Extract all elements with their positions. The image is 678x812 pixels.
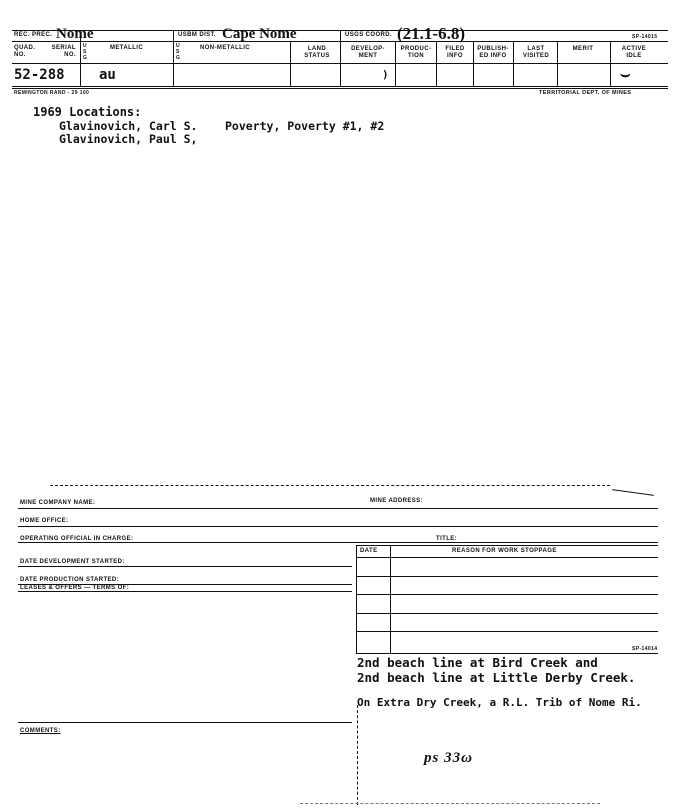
- metallic-value: au: [99, 67, 116, 83]
- operating-official-label: OPERATING OFFICIAL IN CHARGE:: [20, 536, 134, 542]
- rec-prec-value: Nome: [56, 26, 94, 42]
- owner-claims-1: Poverty, Poverty #1, #2: [225, 119, 385, 133]
- usbm-dist-label: USBM DIST.: [178, 32, 217, 38]
- location-note: On Extra Dry Creek, a R.L. Trib of Nome Ri.: [357, 696, 642, 709]
- col-metallic: METALLIC: [110, 45, 144, 51]
- dept-mark: TERRITORIAL DEPT. OF MINES: [539, 90, 632, 96]
- rec-prec-label: REC. PREC.: [14, 32, 53, 38]
- col-last-visited: LAST VISITED: [522, 46, 550, 59]
- col-land-status: LAND STATUS: [304, 46, 330, 59]
- col-serial-no: SERIAL NO.: [51, 45, 76, 58]
- active-mark: ⌣: [620, 66, 631, 83]
- col-production: PRODUC-TION: [400, 46, 432, 59]
- form-number: SP-14015: [632, 34, 658, 40]
- col-non-metallic: NON-METALLIC: [200, 45, 251, 51]
- col-usg: U S G: [83, 43, 88, 61]
- form-number-2: SP-14014: [632, 646, 658, 652]
- mine-company-name-label: MINE COMPANY NAME:: [20, 500, 96, 506]
- leases-label: LEASES & OFFERS — TERMS OF:: [20, 585, 130, 591]
- usbm-dist-value: Cape Nome: [222, 26, 297, 42]
- usgs-coord-value: (21.1-6.8): [397, 24, 465, 43]
- comments-label: COMMENTS:: [20, 728, 61, 734]
- col-non-usg: U S G: [176, 43, 181, 61]
- date-development-label: DATE DEVELOPMENT STARTED:: [20, 559, 125, 565]
- usgs-coord-label: USGS COORD.: [345, 32, 393, 38]
- printer-mark: REMINGTON RAND - 29 100: [14, 90, 90, 96]
- quad-serial-value: 52-288: [14, 67, 65, 83]
- col-merit: MERIT: [572, 46, 594, 52]
- home-office-label: HOME OFFICE:: [20, 518, 69, 524]
- locations-title: 1969 Locations:: [33, 105, 142, 119]
- date-col-label: DATE: [360, 548, 378, 554]
- owner-name-2: Glavinovich, Paul S,: [59, 132, 198, 146]
- handwritten-code: ps 33ω: [424, 750, 473, 766]
- col-filed-info: FILED INFO: [445, 46, 465, 59]
- col-active-idle: ACTIVE IDLE: [621, 46, 647, 59]
- typed-note-2: 2nd beach line at Little Derby Creek.: [357, 670, 636, 685]
- owner-name-1: Glavinovich, Carl S.: [59, 119, 198, 133]
- mine-address-label: MINE ADDRESS:: [370, 498, 423, 504]
- development-mark: ): [382, 68, 389, 81]
- col-development: DEVELOP-MENT: [351, 46, 385, 59]
- date-production-label: DATE PRODUCTION STARTED:: [20, 577, 120, 583]
- reason-col-label: REASON FOR WORK STOPPAGE: [452, 548, 557, 554]
- title-label: TITLE:: [436, 536, 458, 542]
- col-quad-no: QUAD. NO.: [14, 45, 36, 58]
- col-published-info: PUBLISH-ED INFO: [477, 46, 509, 59]
- typed-note-1: 2nd beach line at Bird Creek and: [357, 655, 598, 670]
